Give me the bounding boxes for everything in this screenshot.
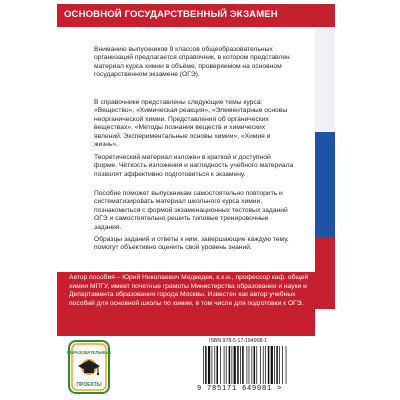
barcode-bar [234,346,236,384]
barcode-bar [274,346,275,384]
svg-text:ПРОЕКТЫ: ПРОЕКТЫ [76,382,102,388]
author-text: Автор пособия – Юрий Николаевич Медведев, к.х.н., профессор каф. общей химии МПГУ, имеет почетные грамоты Министерства образования и науки и Департамента образования города Москвы. Известен как автор учебных пособий для основной школы по химии, в том числе для подготовки к ОГЭ. [69,274,309,307]
flag-stripe-red [315,237,335,309]
publisher-logo [67,339,111,395]
barcode-bar [240,346,241,384]
paragraph-topics: В справочнике представлены следующие темы курса: «Вещество», «Химическая реакция», «Элементарные основы неорганической химии. Представления об органических веществах», «Методы познания веществ и химических явлений. Экспериментальные основы химии», «Химия и жизнь». [94,99,288,149]
flag-stripe-white [315,28,335,132]
barcode-bar [249,346,250,384]
barcode-bar [260,346,261,384]
barcode-bar [286,346,287,384]
barcode-bar [251,346,252,384]
barcode-bar [247,346,248,384]
barcode-bar [242,346,244,384]
barcode-bar [256,346,257,384]
barcode-bar [263,346,264,384]
barcode-bar [226,346,227,384]
graduation-cap-icon [67,339,111,395]
paragraph-theory: Теоретический материал изложен в краткой и доступной форме. Чёткость изложения и наглядность учебного материала позволят эффективно подготовиться к экзамену. [94,154,294,178]
barcode-bar [254,346,256,384]
barcode-bar [205,346,207,384]
book-back-cover [57,0,335,400]
barcode-bar [217,346,219,384]
barcode-bar [203,346,204,384]
barcode-bar [276,346,278,384]
barcode-bar [208,346,210,384]
barcode-bar [265,346,266,384]
flag-stripe-blue [315,132,335,237]
svg-text:ОБРАЗОВАТЕЛЬНЫЕ: ОБРАЗОВАТЕЛЬНЫЕ [67,350,111,355]
barcode-bar [214,346,215,384]
header-title: ОСНОВНОЙ ГОСУДАРСТВЕННЫЙ ЭКЗАМЕН [64,9,278,20]
paragraph-benefits: Пособие поможет выпускникам самостоятельно повторить и систематизировать материал школьного курса химии, познакомиться с формой экзаменационных тестовых заданий ОГЭ и самостоятельно решить типовые тренировочные задания. [94,190,288,231]
header-bar [57,4,335,27]
barcode-number: 9 785171 649081 > [197,385,283,393]
barcode-bar [279,346,280,384]
paragraph-intro: Вниманию выпускников 9 классов общеобразовательных организаций предлагается справочник, в котором представлен материал курса химии в объёме, проверяемом на основном государственном экзамене (ОГЭ). [94,46,290,79]
barcode-bar [232,346,233,384]
barcode-bar [282,346,283,384]
barcode-bar [237,346,239,384]
barcode-bar [271,346,273,384]
barcode-bar [268,346,270,384]
barcode-bar [212,346,213,384]
paragraph-samples: Образцы заданий и ответы к ним, завершающие каждую тему, помогут объективно оценить свой уровень знаний. [94,236,289,252]
barcode-bar [229,346,231,384]
barcode-bar [220,346,221,384]
author-block [57,272,315,336]
isbn-label: ISBN 978-5-17-164908-1 [209,338,267,344]
barcode-bar [224,346,225,384]
